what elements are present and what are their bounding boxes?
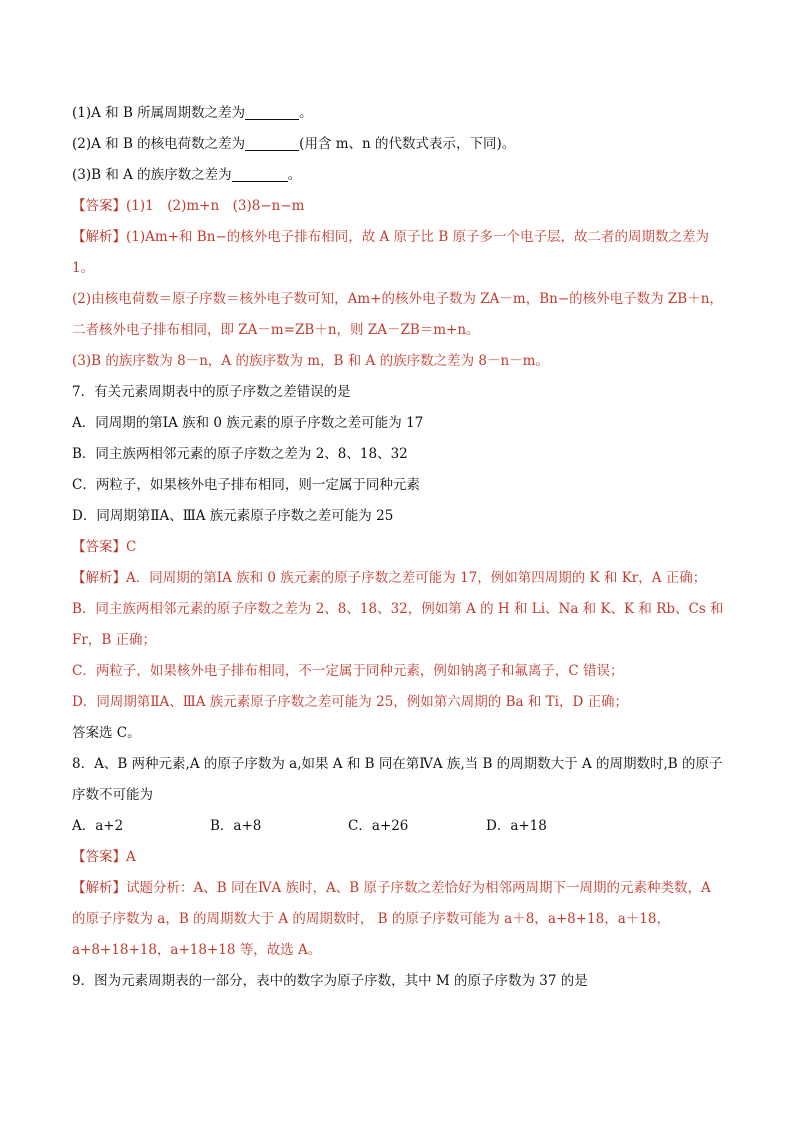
option-c: C．a+26 (348, 818, 409, 834)
question-stem: 9．图为元素周期表的一部分，表中的数字为原子序数，其中 M 的原子序数为 37 的是 (72, 973, 588, 989)
analysis-text: Fr，B 正确； (72, 632, 157, 648)
option-a: A．同周期的第ⅠA 族和 0 族元素的原子序数之差可能为 17 (72, 415, 424, 431)
option-b: B．a+8 (210, 818, 262, 834)
q7-analysis-d (72, 687, 722, 718)
answer-tag: 【答案】 (72, 849, 126, 865)
q6-analysis-2b (72, 315, 722, 346)
option-b: B．同主族两相邻元素的原子序数之差为 2、8、18、32 (72, 446, 408, 462)
conclusion-text: 答案选 C。 (72, 725, 141, 741)
option-d: D．同周期第ⅡA、ⅢA 族元素原子序数之差可能为 25 (72, 508, 394, 524)
question-stem: 7．有关元素周期表中的原子序数之差错误的是 (72, 384, 351, 400)
q7-analysis-c (72, 656, 722, 687)
q8-analysis-2 (72, 904, 722, 935)
answer-text: C (126, 539, 137, 555)
q8-analysis-1 (72, 873, 722, 904)
q6-analysis-1a (72, 222, 722, 253)
question-stem: 8．A、B 两种元素,A 的原子序数为 a,如果 A 和 B 同在第ⅣA 族,当 B 的周期数大于 A 的周期数时,B 的原子 (72, 756, 723, 772)
answer-blank (232, 165, 288, 182)
option-d: D．a+18 (486, 818, 547, 834)
q6-analysis-1b (72, 253, 722, 284)
q6-part1-text: (1)A 和 B 所属周期数之差为 (72, 105, 246, 121)
option-c: C．两粒子，如果核外电子排布相同，则一定属于同种元素 (72, 477, 420, 493)
q7-option-d (72, 501, 722, 532)
q6-part3 (72, 160, 722, 191)
analysis-text: (3)B 的族序数为 8－n，A 的族序数为 m，B 和 A 的族序数之差为 8－n－m。 (72, 353, 549, 369)
q7-answer (72, 532, 722, 563)
answer-tag: 【答案】 (72, 198, 126, 214)
q7-option-c (72, 470, 722, 501)
q6-answer (72, 191, 722, 222)
analysis-text: 的原子序数为 a，B 的周期数大于 A 的周期数时， B 的原子序数可能为 a＋8，a+8+18，a＋18， (72, 911, 670, 927)
analysis-text: a+8+18+18，a+18+18 等，故选 A。 (72, 942, 322, 958)
q7-analysis-b1 (72, 594, 722, 625)
q6-part2-text: (2)A 和 B 的核电荷数之差为 (72, 136, 246, 152)
q6-analysis-3 (72, 346, 722, 377)
q8-answer (72, 842, 722, 873)
q8-options (72, 811, 722, 842)
analysis-text: D．同周期第ⅡA、ⅢA 族元素原子序数之差可能为 25，例如第六周期的 Ba 和 Ti，D 正确； (72, 694, 629, 710)
analysis-tag: 【解析】 (72, 880, 126, 896)
analysis-text: B．同主族两相邻元素的原子序数之差为 2、8、18、32，例如第 A 的 H 和 Li、Na 和 K、K 和 Rb、Cs 和 (72, 601, 724, 617)
q6-part2 (72, 129, 722, 160)
analysis-text: A．同周期的第ⅠA 族和 0 族元素的原子序数之差可能为 17，例如第四周期的 K 和 Kr，A 正确； (126, 570, 707, 586)
analysis-text: (1)Am+和 Bn−的核外电子排布相同，故 A 原子比 B 原子多一个电子层，故二者的周期数之差为 (126, 229, 710, 245)
q7-conclusion (72, 718, 722, 749)
answer-text: A (126, 849, 136, 865)
analysis-text: 二者核外电子排布相同，即 ZA－m=ZB＋n，则 ZA－ZB＝m+n。 (72, 322, 480, 338)
question-stem: 序数不可能为 (72, 787, 153, 803)
q7-stem (72, 377, 722, 408)
analysis-text: 1。 (72, 260, 95, 276)
answer-tag: 【答案】 (72, 539, 126, 555)
analysis-text: (2)由核电荷数＝原子序数＝核外电子数可知，Am+的核外电子数为 ZA－m，Bn−的核外电子数为 ZB＋n， (72, 291, 723, 307)
q6-part3-text: (3)B 和 A 的族序数之差为 (72, 167, 232, 183)
document-page (72, 98, 722, 997)
q8-stem-2 (72, 780, 722, 811)
analysis-tag: 【解析】 (72, 570, 126, 586)
q9-stem (72, 966, 722, 997)
answer-blank (245, 103, 299, 120)
q6-part1-end: 。 (299, 105, 313, 121)
q7-option-b (72, 439, 722, 470)
analysis-text: C．两粒子，如果核外电子排布相同，不一定属于同种元素，例如钠离子和氟离子，C 错误； (72, 663, 624, 679)
answer-text: (1)1 (2)m+n (3)8−n−m (126, 198, 305, 214)
q6-part2-end: (用含 m、n 的代数式表示，下同)。 (299, 136, 516, 152)
answer-blank (245, 134, 299, 151)
q6-part1 (72, 98, 722, 129)
analysis-text: 试题分析：A、B 同在ⅣA 族时，A、B 原子序数之差恰好为相邻两周期下一周期的元素种类数，A (126, 880, 711, 896)
q7-analysis-b2 (72, 625, 722, 656)
analysis-tag: 【解析】 (72, 229, 126, 245)
q8-analysis-3 (72, 935, 722, 966)
q6-analysis-2a (72, 284, 722, 315)
option-a: A．a+2 (72, 818, 124, 834)
q7-analysis-a (72, 563, 722, 594)
q6-part3-end: 。 (287, 167, 302, 183)
q7-option-a (72, 408, 722, 439)
q8-stem-1 (72, 749, 722, 780)
